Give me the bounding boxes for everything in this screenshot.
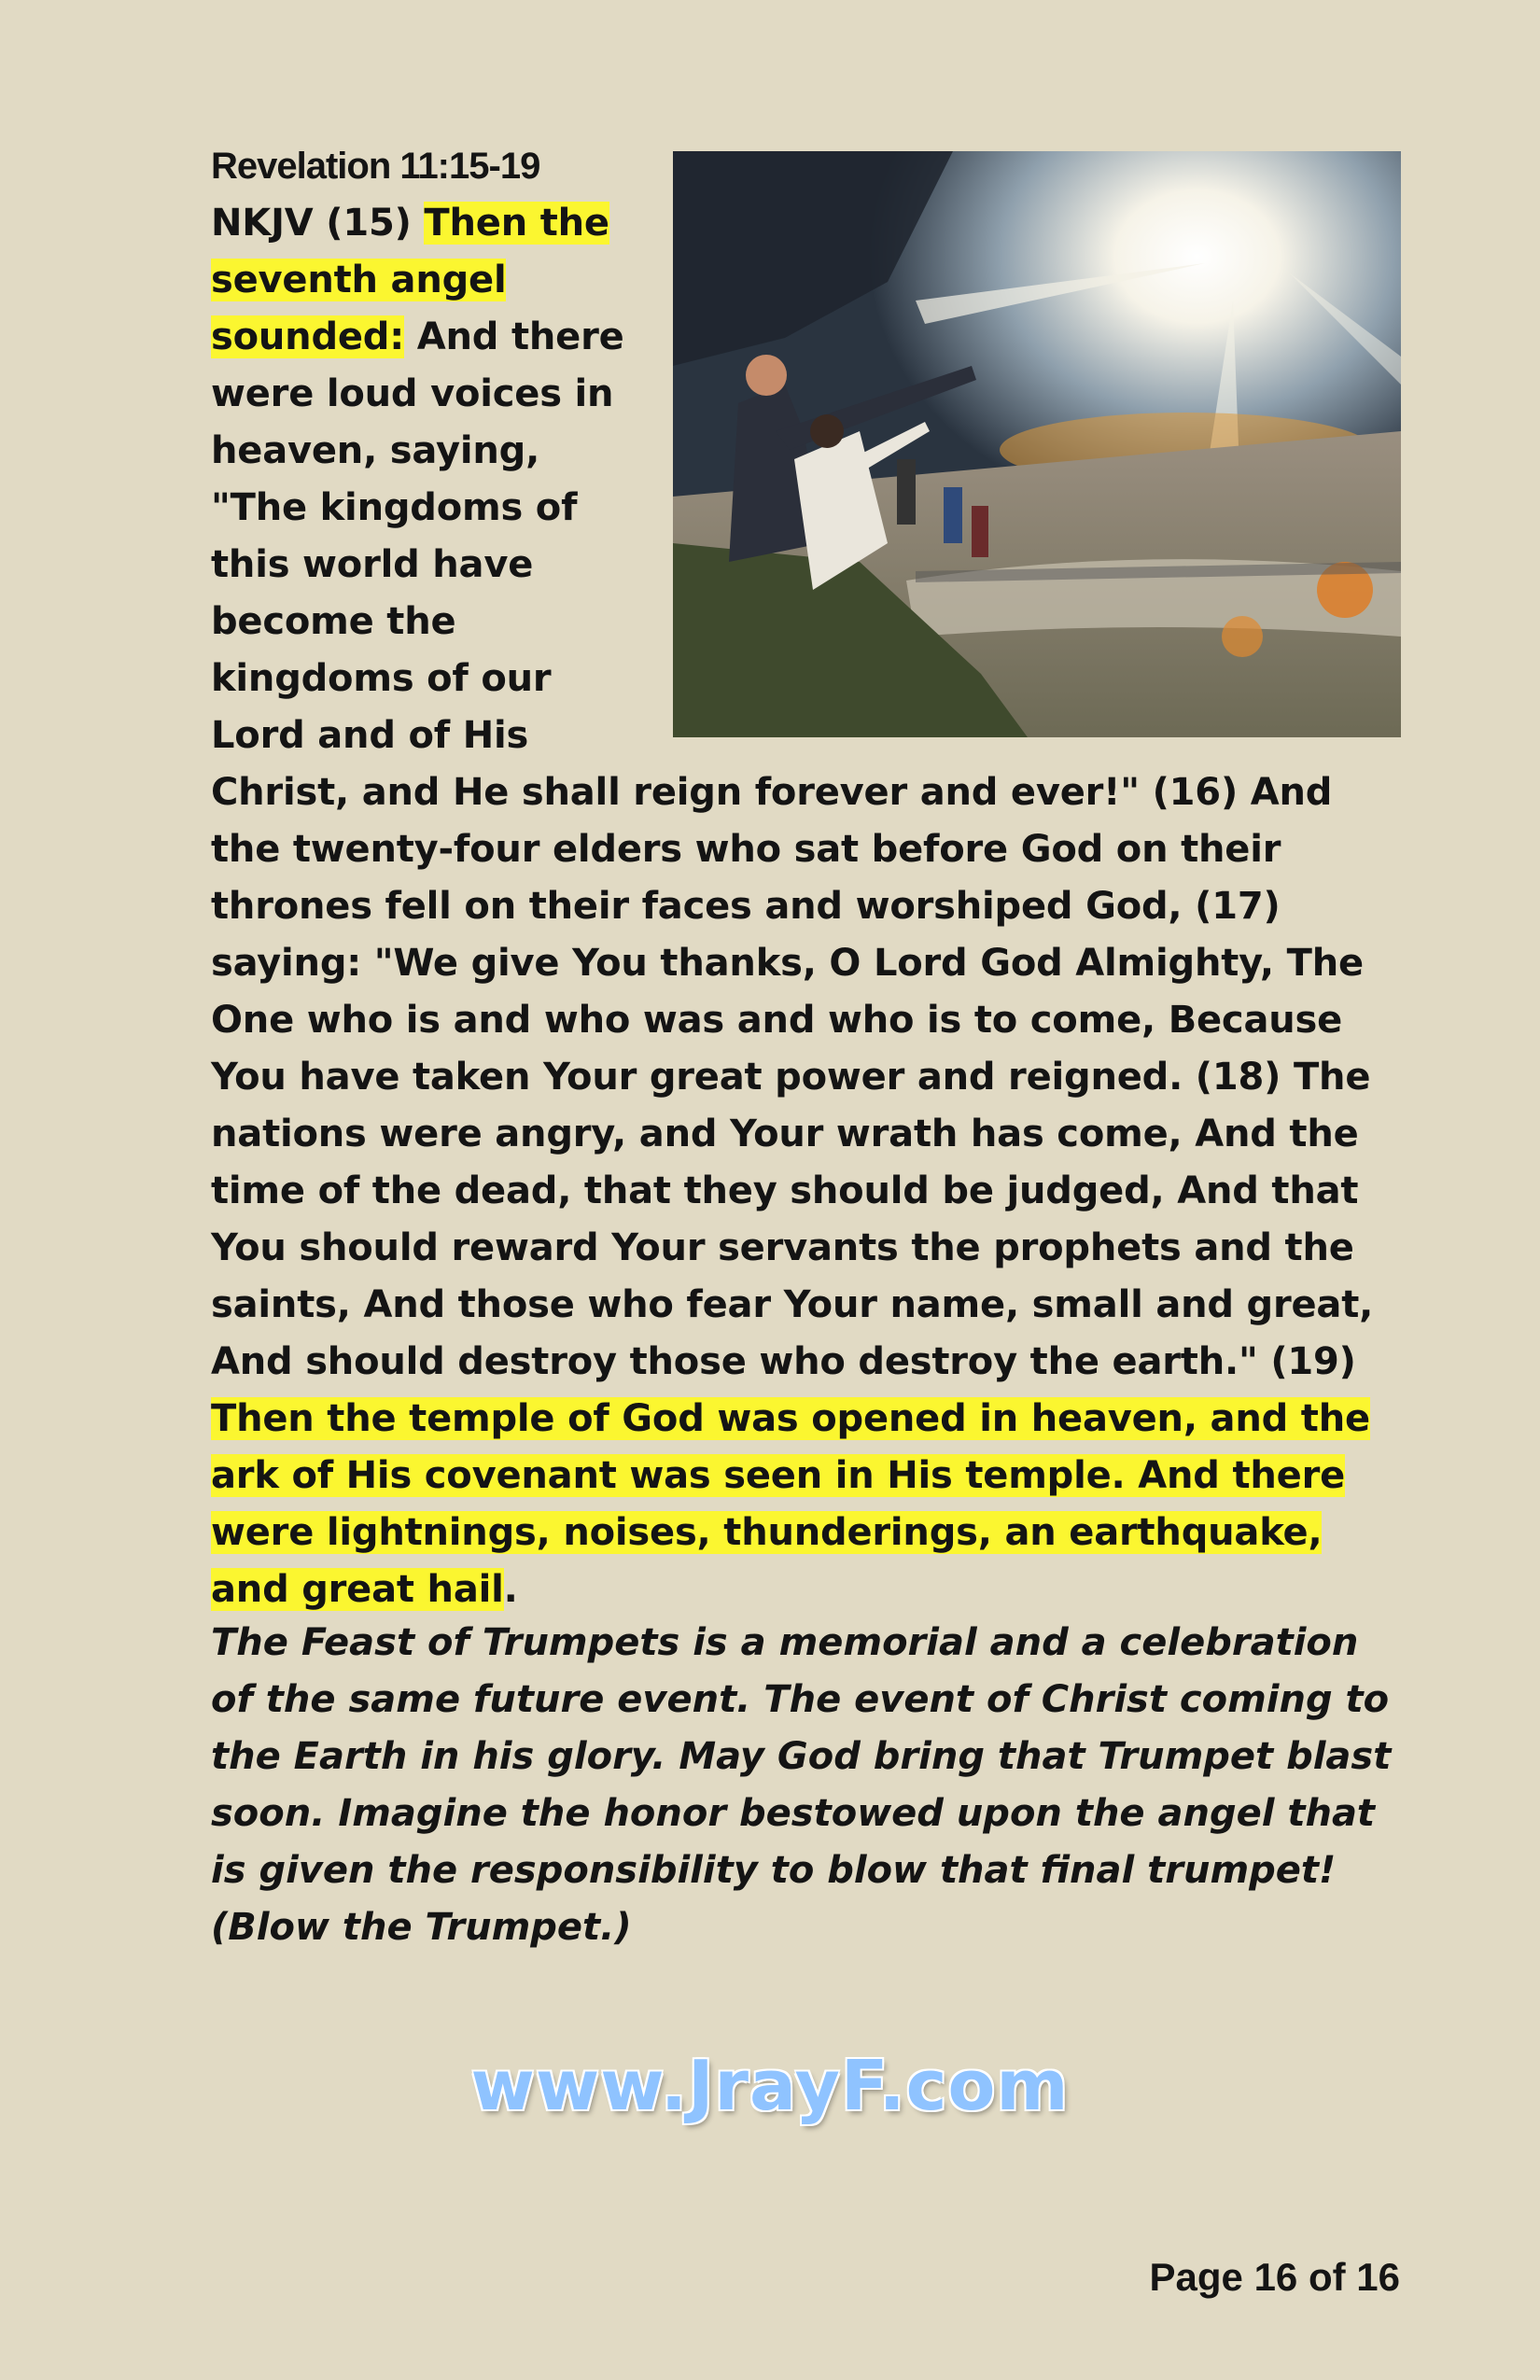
page-total: 16 (1356, 2255, 1400, 2299)
scripture-reference: Revelation 11:15-19 (211, 146, 540, 187)
scripture-passage (211, 138, 1401, 1618)
page-prefix: Page (1149, 2255, 1254, 2299)
highlight-temple-opened: Then the temple of God was opened in heaven, and the ark of His covenant was seen in His temple. And there were lightnings, noises, thunderings, an earthquake, and great hail (211, 1397, 1370, 1611)
highlight-seventh-angel: Then the seventh angel sounded: (211, 202, 609, 358)
second-coming-illustration (673, 151, 1401, 737)
illustration-image (673, 151, 1401, 737)
scripture-body: And there were loud voices in heaven, saying, "The kingdoms of this world have become the kingdoms of our Lord and of His Christ, and He shall reign forever and ever!" (16) And the twenty-four elders who sat before God on their thrones fell on their faces and worshiped God, (17) saying: "We give You thanks, O Lord God Almighty, The One who is and who was and who is to come, Because You have taken Your great power and reigned. (18) The nations were angry, and Your wrath has come, And the time of the dead, that they should be judged, And that You should reward Your servants the prophets and the saints, And those who fear Your name, small and great, And should destroy those who destroy the earth." (19) (211, 315, 1374, 1383)
website-banner (0, 2035, 1540, 2137)
commentary-paragraph: The Feast of Trumpets is a memorial and a celebration of the same future event. The event of Christ coming to the Earth in his glory. May God bring that Trumpet blast soon. Imagine the honor bestowed upon the angel that is given the responsibility to blow that final trumpet! (Blow the Trumpet.) (211, 1621, 1392, 1949)
page-number (1150, 2255, 1400, 2300)
website-link[interactable]: www.JrayF.com (470, 2046, 1070, 2126)
scripture-version: NKJV (15) (211, 202, 425, 245)
page-middle: of (1297, 2255, 1357, 2299)
scripture-end: . (503, 1568, 518, 1611)
page-current: 16 (1253, 2255, 1298, 2299)
